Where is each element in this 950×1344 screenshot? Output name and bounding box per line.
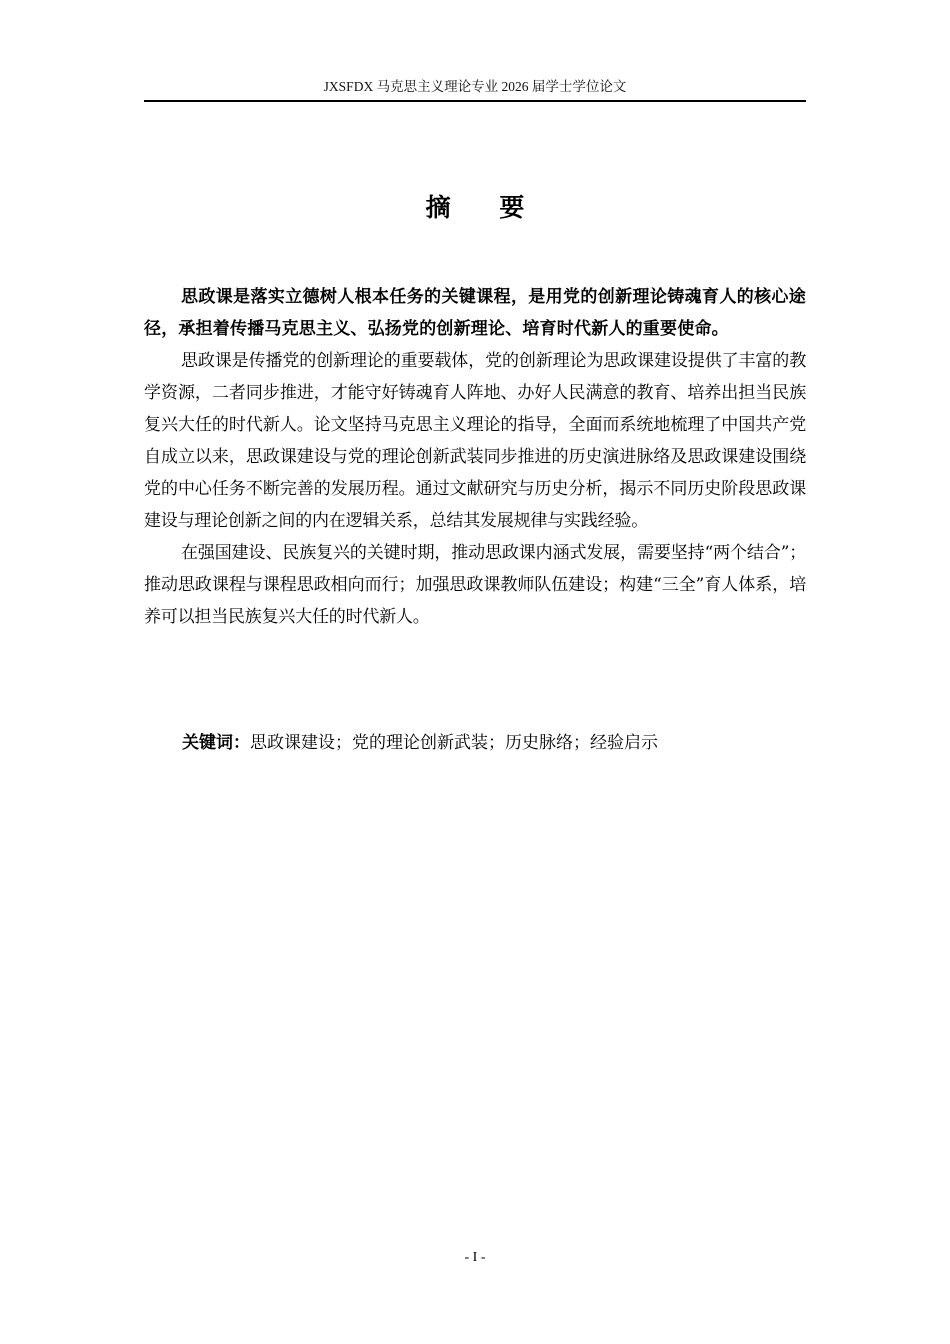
abstract-paragraph-2: 思政课是传播党的创新理论的重要载体，党的创新理论为思政课建设提供了丰富的教学资源，二者同步推进，才能守好铸魂育人阵地、办好人民满意的教育、培养出担当民族复兴大任的时代新人。论文坚持马克思主义理论的指导，全面而系统地梳理了中国共产党自成立以来，思政课建设与党的理论创新武装同步推进的历史演进脉络及思政课建设围绕党的中心任务不断完善的发展历程。通过文献研究与历史分析，揭示不同历史阶段思政课建设与理论创新之间的内在逻辑关系，总结其发展规律与实践经验。 bbox=[144, 351, 806, 531]
abstract-title: 摘 要 bbox=[425, 193, 545, 222]
running-header: JXSFDX 马克思主义理论专业 2026 届学士学位论文 bbox=[323, 79, 627, 94]
keywords-label: 关键词： bbox=[182, 733, 250, 753]
page-number: - I - bbox=[464, 1250, 486, 1265]
keywords-text: 思政课建设；党的理论创新武装；历史脉络；经验启示 bbox=[250, 733, 658, 753]
header-rule bbox=[144, 100, 806, 102]
abstract-paragraph-1: 思政课是落实立德树人根本任务的关键课程，是用党的创新理论铸魂育人的核心途径，承担着传播马克思主义、弘扬党的创新理论、培育时代新人的重要使命。 bbox=[144, 287, 806, 339]
abstract-paragraph-3: 在强国建设、民族复兴的关键时期，推动思政课内涵式发展，需要坚持“两个结合”；推动思政课程与课程思政相向而行；加强思政课教师队伍建设；构建“三全”育人体系，培养可以担当民族复兴大任的时代新人。 bbox=[144, 543, 806, 627]
abstract-body bbox=[144, 281, 806, 633]
keywords-line bbox=[182, 727, 806, 759]
